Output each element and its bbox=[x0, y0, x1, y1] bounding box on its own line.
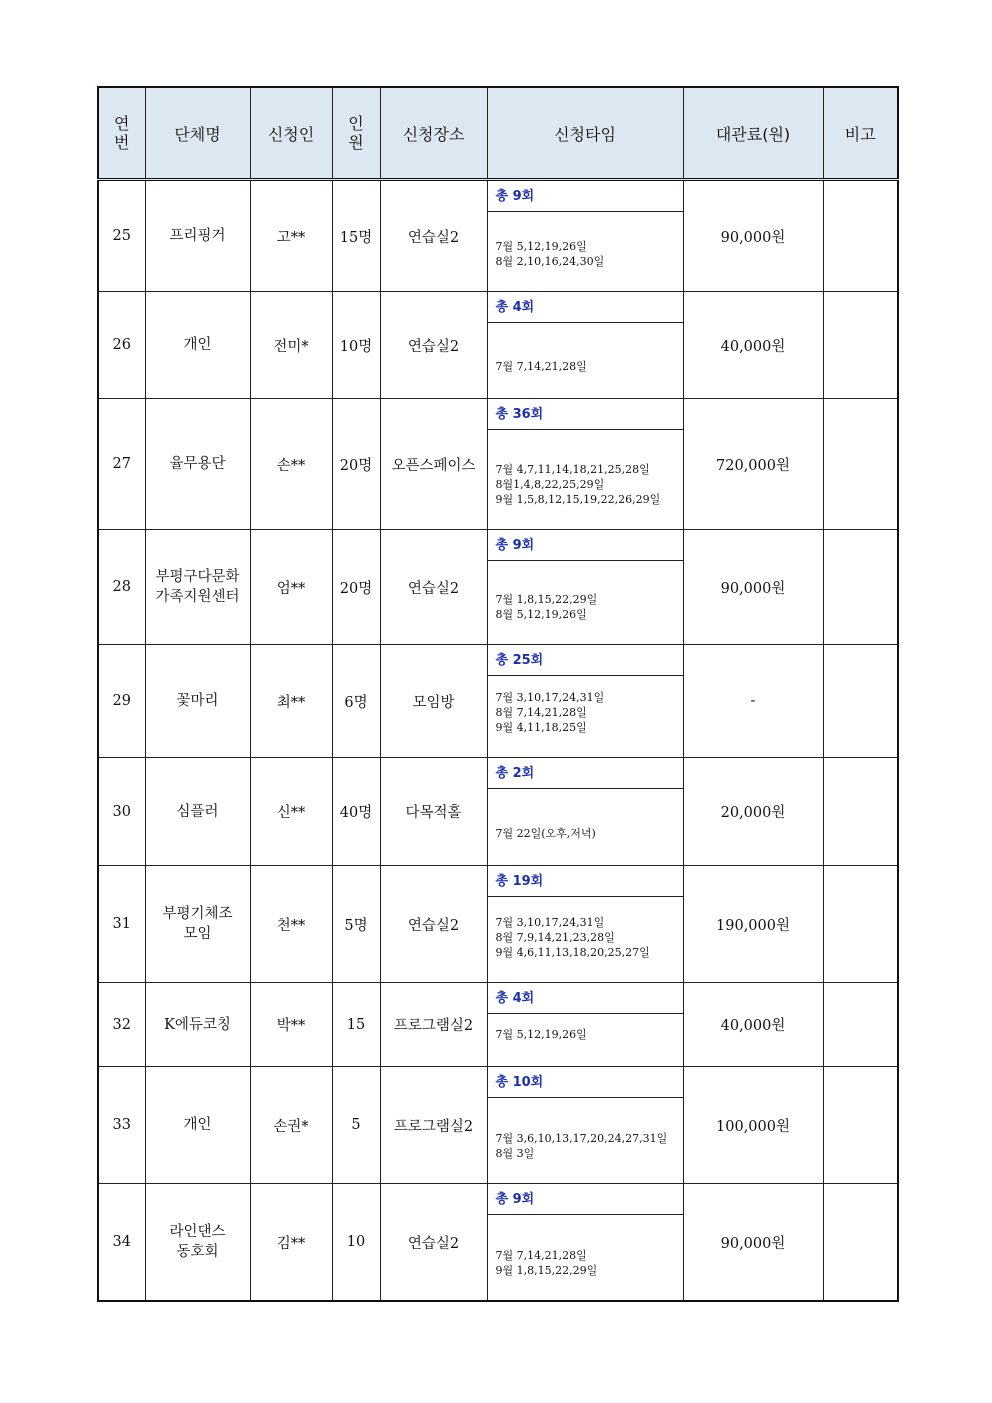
date-list bbox=[488, 1014, 683, 1066]
date-line: 9월 1,5,8,12,15,19,22,26,29일 bbox=[495, 493, 661, 506]
total-count: 총 4회 bbox=[488, 292, 683, 323]
date-line: 9월 1,8,15,22,29일 bbox=[495, 1264, 598, 1277]
fee: 40,000원 bbox=[683, 292, 823, 399]
date-line: 7월 1,8,15,22,29일 bbox=[495, 593, 598, 606]
note bbox=[823, 1067, 898, 1184]
applicant: 전미* bbox=[250, 292, 332, 399]
people-count: 10명 bbox=[332, 292, 380, 399]
table-row bbox=[98, 530, 898, 645]
row-number: 30 bbox=[98, 758, 145, 866]
table-row bbox=[98, 1067, 898, 1184]
applicant: 최** bbox=[250, 645, 332, 758]
note bbox=[823, 292, 898, 399]
date-line: 8월 7,9,14,21,23,28일 bbox=[495, 931, 615, 944]
total-count: 총 19회 bbox=[488, 866, 683, 897]
row-number: 29 bbox=[98, 645, 145, 758]
place: 연습실2 bbox=[380, 1184, 487, 1302]
fee: 20,000원 bbox=[683, 758, 823, 866]
applicant: 박** bbox=[250, 983, 332, 1067]
date-line: 9월 4,11,18,25일 bbox=[495, 721, 587, 734]
total-count: 총 4회 bbox=[488, 983, 683, 1014]
fee: 40,000원 bbox=[683, 983, 823, 1067]
rental-type bbox=[487, 1184, 683, 1302]
date-list bbox=[488, 430, 683, 529]
date-line: 8월 7,14,21,28일 bbox=[495, 706, 587, 719]
table-row bbox=[98, 758, 898, 866]
rental-type bbox=[487, 399, 683, 530]
table-row bbox=[98, 983, 898, 1067]
header-applicant: 신청인 bbox=[250, 87, 332, 180]
header-no: 연 번 bbox=[98, 87, 145, 180]
table-row bbox=[98, 866, 898, 983]
people-count: 5 bbox=[332, 1067, 380, 1184]
org-name-line: 개인 bbox=[183, 1117, 212, 1133]
table-row bbox=[98, 399, 898, 530]
date-line: 7월 3,6,10,13,17,20,24,27,31일 bbox=[495, 1132, 668, 1145]
date-list bbox=[488, 323, 683, 398]
place: 연습실2 bbox=[380, 866, 487, 983]
fee: - bbox=[683, 645, 823, 758]
date-list bbox=[488, 1098, 683, 1183]
rental-type bbox=[487, 758, 683, 866]
table-header bbox=[98, 87, 898, 180]
people-count: 15 bbox=[332, 983, 380, 1067]
total-count: 총 25회 bbox=[488, 645, 683, 676]
fee: 90,000원 bbox=[683, 180, 823, 292]
people-count: 20명 bbox=[332, 530, 380, 645]
fee: 90,000원 bbox=[683, 530, 823, 645]
row-number: 26 bbox=[98, 292, 145, 399]
note bbox=[823, 983, 898, 1067]
people-count: 10 bbox=[332, 1184, 380, 1302]
header-note: 비고 bbox=[823, 87, 898, 180]
row-number: 33 bbox=[98, 1067, 145, 1184]
org-name-line: 라인댄스 bbox=[169, 1224, 226, 1240]
org-name-line: 심플러 bbox=[176, 803, 219, 820]
date-list bbox=[488, 212, 683, 291]
applicant: 고** bbox=[250, 180, 332, 292]
row-number: 32 bbox=[98, 983, 145, 1067]
note bbox=[823, 399, 898, 530]
date-list bbox=[488, 676, 683, 757]
header-org: 단체명 bbox=[145, 87, 250, 180]
note bbox=[823, 1184, 898, 1302]
table-row bbox=[98, 1184, 898, 1302]
total-count: 총 9회 bbox=[488, 181, 683, 212]
fee: 190,000원 bbox=[683, 866, 823, 983]
org-name bbox=[145, 530, 250, 645]
applicant: 엄** bbox=[250, 530, 332, 645]
total-count: 총 9회 bbox=[488, 1184, 683, 1215]
rental-type bbox=[487, 983, 683, 1067]
people-count: 15명 bbox=[332, 180, 380, 292]
header-people: 인 원 bbox=[332, 87, 380, 180]
org-name-line: 동호회 bbox=[176, 1244, 219, 1260]
total-count: 총 36회 bbox=[488, 399, 683, 430]
date-line: 7월 4,7,11,14,18,21,25,28일 bbox=[495, 463, 650, 476]
date-line: 8월1,4,8,22,25,29일 bbox=[495, 478, 605, 491]
rental-type bbox=[487, 530, 683, 645]
note bbox=[823, 758, 898, 866]
header-place: 신청장소 bbox=[380, 87, 487, 180]
header-fee: 대관료(원) bbox=[683, 87, 823, 180]
date-list bbox=[488, 897, 683, 982]
date-line: 7월 7,14,21,28일 bbox=[495, 1249, 587, 1262]
place: 프로그램실2 bbox=[380, 983, 487, 1067]
rental-type bbox=[487, 645, 683, 758]
org-name bbox=[145, 983, 250, 1067]
date-line: 9월 4,6,11,13,18,20,25,27일 bbox=[495, 946, 650, 959]
rental-type bbox=[487, 1067, 683, 1184]
table-row bbox=[98, 292, 898, 399]
place: 다목적홀 bbox=[380, 758, 487, 866]
note bbox=[823, 866, 898, 983]
total-count: 총 2회 bbox=[488, 758, 683, 789]
org-name bbox=[145, 292, 250, 399]
org-name bbox=[145, 399, 250, 530]
org-name-line: 모임 bbox=[183, 926, 212, 942]
date-list bbox=[488, 789, 683, 865]
org-name bbox=[145, 1184, 250, 1302]
rental-table bbox=[97, 86, 899, 1302]
place: 모임방 bbox=[380, 645, 487, 758]
place: 프로그램실2 bbox=[380, 1067, 487, 1184]
place: 연습실2 bbox=[380, 530, 487, 645]
date-line: 7월 3,10,17,24,31일 bbox=[495, 691, 605, 704]
place: 연습실2 bbox=[380, 292, 487, 399]
table-row bbox=[98, 645, 898, 758]
applicant: 손권* bbox=[250, 1067, 332, 1184]
people-count: 40명 bbox=[332, 758, 380, 866]
row-number: 25 bbox=[98, 180, 145, 292]
date-line: 7월 7,14,21,28일 bbox=[495, 360, 587, 373]
people-count: 5명 bbox=[332, 866, 380, 983]
date-line: 7월 5,12,19,26일 bbox=[495, 1028, 587, 1041]
applicant: 손** bbox=[250, 399, 332, 530]
people-count: 20명 bbox=[332, 399, 380, 530]
total-count: 총 9회 bbox=[488, 530, 683, 561]
org-name bbox=[145, 180, 250, 292]
header-type: 신청타임 bbox=[487, 87, 683, 180]
org-name bbox=[145, 866, 250, 983]
fee: 720,000원 bbox=[683, 399, 823, 530]
org-name-line: K에듀코칭 bbox=[164, 1016, 231, 1033]
org-name-line: 꽃마리 bbox=[176, 693, 219, 709]
place: 연습실2 bbox=[380, 180, 487, 292]
org-name bbox=[145, 645, 250, 758]
people-count: 6명 bbox=[332, 645, 380, 758]
fee: 90,000원 bbox=[683, 1184, 823, 1302]
place: 오픈스페이스 bbox=[380, 399, 487, 530]
applicant: 김** bbox=[250, 1184, 332, 1302]
date-line: 8월 2,10,16,24,30일 bbox=[495, 255, 605, 268]
note bbox=[823, 645, 898, 758]
row-number: 28 bbox=[98, 530, 145, 645]
table-body bbox=[98, 180, 898, 1302]
row-number: 34 bbox=[98, 1184, 145, 1302]
org-name bbox=[145, 758, 250, 866]
row-number: 27 bbox=[98, 399, 145, 530]
date-line: 7월 22일(오후,저녁) bbox=[495, 827, 596, 840]
org-name-line: 개인 bbox=[183, 337, 212, 353]
note bbox=[823, 180, 898, 292]
rental-type bbox=[487, 180, 683, 292]
row-number: 31 bbox=[98, 866, 145, 983]
date-list bbox=[488, 561, 683, 644]
org-name-line: 가족지원센터 bbox=[155, 589, 240, 605]
date-line: 7월 3,10,17,24,31일 bbox=[495, 916, 605, 929]
rental-type bbox=[487, 866, 683, 983]
table-row bbox=[98, 180, 898, 292]
fee: 100,000원 bbox=[683, 1067, 823, 1184]
rental-type bbox=[487, 292, 683, 399]
date-list bbox=[488, 1215, 683, 1300]
applicant: 천** bbox=[250, 866, 332, 983]
date-line: 7월 5,12,19,26일 bbox=[495, 240, 587, 253]
org-name-line: 부평구다문화 bbox=[155, 569, 240, 585]
total-count: 총 10회 bbox=[488, 1067, 683, 1098]
org-name bbox=[145, 1067, 250, 1184]
date-line: 8월 5,12,19,26일 bbox=[495, 608, 587, 621]
org-name-line: 프리핑거 bbox=[169, 228, 226, 244]
date-line: 8월 3일 bbox=[495, 1147, 535, 1160]
note bbox=[823, 530, 898, 645]
org-name-line: 율무용단 bbox=[169, 456, 226, 472]
org-name-line: 부평기체조 bbox=[162, 906, 233, 922]
applicant: 신** bbox=[250, 758, 332, 866]
